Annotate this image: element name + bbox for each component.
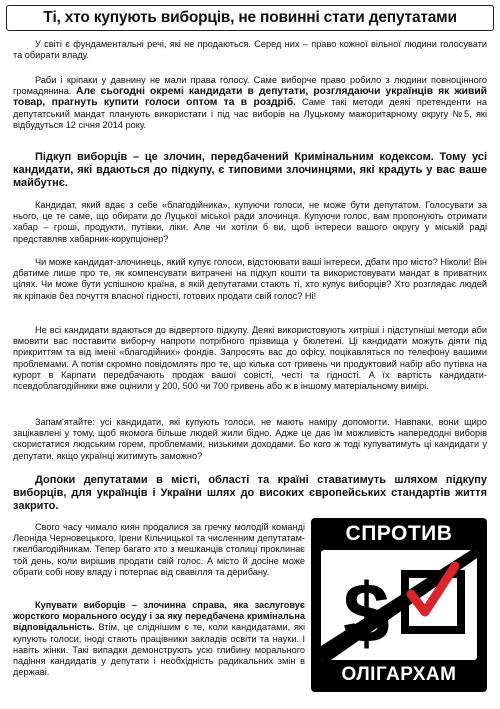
logo-top-text: СПРОТИВ [345, 522, 453, 545]
hidden-bribery-paragraph: Не всі кандидати вдаються до відвертого підкупу. Деякі використовують хитріші і підступніші методи аби вмовити вас поставити виборчу напроти потрібного прізвища у бюлетені. Ці кандидати можуть діяти під прикриттям та від імені «благодійних» фондів. Запросять вас до офісу, поцікавляться по телефону вашими проблемами. А потім скромно повідомлять про те, що кілька сот гривень чи продуктовий набір або путівка на курорт в Карпати передбачають продаж вашої совісті, честі та гідності. А їх вартість кандидати-псевдоблагодійники вже оцінили у 200, 500 чи 700 гривень або ж в іншому матеріальному вимірі. [13, 325, 487, 392]
logo-bottom-text: ОЛІГАРХАМ [341, 664, 457, 685]
european-standards-heading: Допоки депутатами в місті, області та країні ставатимуть шляхом підкупу виборців, для українців і України шлях до високих європейських стандартів життя закрито. [13, 474, 487, 512]
vote-buying-emphasis: Але сьогодні окремі кандидати в депутати, розглядаючи українців як живий товар, прагнуть купити голоси оптом та в роздріб. [13, 86, 487, 109]
conclusion-paragraph [13, 600, 305, 678]
resistance-logo [311, 518, 487, 692]
ballot-dollar-icon [321, 550, 477, 660]
logo-emblem [321, 550, 477, 660]
intro-paragraph: У світі є фундаментальні речі, які не продаються. Серед них – право кожної вільної людини голосувати та обирати владу. [13, 39, 487, 61]
kyiv-example-paragraph: Свого часу чимало киян продалися за гречку молодій команді Леоніда Черновецького, Ірени Кільчицької та численним депутатам-гжелбагодійникам. Тепер багато хто з мешканців столиці проклинає той день, коли вирішив продати свій голос. А місто й досіне може обрати собі нову владу і потерпає від свавілля та дерибану. [13, 522, 305, 577]
remember-paragraph: Запам'ятайте: усі кандидати, які купують голоси, не мають наміру допомогти. Навпаки, вони щиро зацікавлені у тому, щоб якомога більше людей жили бідно. Адже це дає їм можливість напередодні виборів скористатися людським горем, проблемами, низькими доходами. Бо кого ж тоді купуватимуть ці кандидати у депутати, якщо українці житимуть заможно? [13, 417, 487, 461]
dollar-sign-icon: $ [343, 566, 390, 660]
conclusion-text: Втім, це сліднішим є те, коли кандидатами, які купують голоси, іноді стають працівники закладів освіти та науки. І навіть жінки. Такі випадки демонструють усю глибину морального падіння кандидатів у депутати і необхідність радикальних змін в державі. [13, 622, 305, 678]
condemnation-emphasis: Купувати виборців – злочинна справа, яка заслуговує жорсткого морального осуду і за яку передбачена кримінальна відповідальність. [13, 600, 305, 633]
benefactor-paragraph: Кандидат, який вдає з себе «благодійника», купуючи голоси, не може бути депутатом. Голосувати за нього, це те саме, що обирати до Луцької міської ради злочинця. Купуючи голос, вам пропонують отримати хабар – гроші, продукти, путівки, ліки. Але чи хотіли б ви, щоб інтереси вашого округу у міській раді представляв хабарник-корупціонер? [13, 200, 487, 244]
voting-rights-paragraph [13, 75, 487, 131]
crime-statement-heading: Підкуп виборців – це злочин, передбачений Кримінальним кодексом. Тому усі кандидати, які вдаються до підкупу, є типовими злочинцями, які крадуть у вас ваше майбутнє. [13, 151, 487, 189]
headline: Ті, хто купують виборців, не повинні стати депутатами [6, 5, 494, 31]
criminal-candidate-paragraph: Чи може кандидат-злочинець, який купує голоси, відстоювати ваші інтереси, дбати про місто? Ніколи! Він дбатиме лише про те, як компенсувати витрачені на підкуп кошти та використовувати мандат в приватних цілях. Чи може бути успішною країна, в якій депутатами стають ті, хто купує виборців? Хто розглядає людей як кріпаків без почуття власної гідності, готових продати свій голос? Ні! [13, 257, 487, 301]
voting-rights-text: Раби і кріпаки у давнину не мали права голосу. Саме виборче право робило з людини повноцінного громадянина. [13, 75, 487, 97]
election-details-text: Саме такі методи деякі претенденти на депутатський мандат планують використати і під час виборів на Луцькому мажоритарному округу №5, які відбудуться 12 січня 2014 року. [13, 97, 487, 130]
